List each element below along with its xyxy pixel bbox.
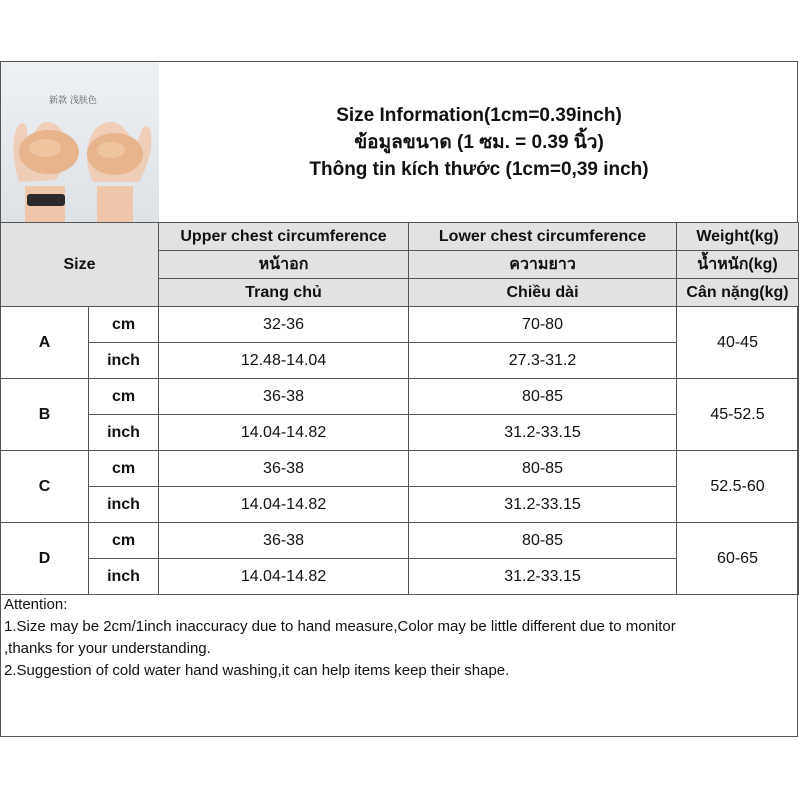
notes-line-2: ,thanks for your understanding.	[4, 640, 211, 657]
lower-chest-inch: 31.2-33.15	[409, 487, 677, 523]
size-table	[0, 222, 799, 595]
upper-chest-cm: 36-38	[159, 451, 409, 487]
size-label: B	[1, 379, 89, 451]
header-line-thai: ข้อมูลขนาด (1 ซม. = 0.39 นิ้ว)	[354, 131, 604, 153]
upper-chest-header-thai: หน้าอก	[159, 251, 409, 279]
product-photo-icon	[1, 62, 159, 222]
lower-chest-inch: 31.2-33.15	[409, 415, 677, 451]
table-row	[1, 451, 799, 487]
unit-cm-label: cm	[89, 307, 159, 343]
upper-chest-header-vietnamese: Trang chủ	[159, 279, 409, 307]
unit-cm-label: cm	[89, 451, 159, 487]
lower-chest-cm: 80-85	[409, 451, 677, 487]
weight-header-thai: น้ำหนัก(kg)	[677, 251, 799, 279]
unit-cm-label: cm	[89, 523, 159, 559]
size-label: D	[1, 523, 89, 595]
weight-value: 40-45	[677, 307, 799, 379]
lower-chest-cm: 80-85	[409, 523, 677, 559]
notes-title: Attention:	[4, 596, 68, 613]
table-row	[1, 379, 799, 415]
upper-chest-cm: 36-38	[159, 379, 409, 415]
upper-chest-inch: 14.04-14.82	[159, 415, 409, 451]
weight-value: 60-65	[677, 523, 799, 595]
lower-chest-header: Lower chest circumference	[409, 223, 677, 251]
header-line-vietnamese: Thông tin kích thước (1cm=0,39 inch)	[309, 158, 649, 180]
photo-caption: 新款 浅肤色	[49, 96, 97, 106]
unit-inch-label: inch	[89, 415, 159, 451]
upper-chest-inch: 14.04-14.82	[159, 559, 409, 595]
lower-chest-inch: 27.3-31.2	[409, 343, 677, 379]
lower-chest-inch: 31.2-33.15	[409, 559, 677, 595]
size-information-header	[160, 62, 798, 222]
weight-value: 52.5-60	[677, 451, 799, 523]
upper-chest-cm: 32-36	[159, 307, 409, 343]
unit-inch-label: inch	[89, 343, 159, 379]
size-label: A	[1, 307, 89, 379]
upper-chest-header: Upper chest circumference	[159, 223, 409, 251]
weight-value: 45-52.5	[677, 379, 799, 451]
unit-cm-label: cm	[89, 379, 159, 415]
unit-inch-label: inch	[89, 559, 159, 595]
notes-line-3: 2.Suggestion of cold water hand washing,it can help items keep their shape.	[4, 662, 510, 679]
lower-chest-header-vietnamese: Chiều dài	[409, 279, 677, 307]
weight-header-vietnamese: Cân nặng(kg)	[677, 279, 799, 307]
unit-inch-label: inch	[89, 487, 159, 523]
upper-chest-cm: 36-38	[159, 523, 409, 559]
size-column-title: Size	[1, 223, 159, 307]
size-label: C	[1, 451, 89, 523]
lower-chest-cm: 70-80	[409, 307, 677, 343]
upper-chest-inch: 12.48-14.04	[159, 343, 409, 379]
lower-chest-header-thai: ความยาว	[409, 251, 677, 279]
weight-header: Weight(kg)	[677, 223, 799, 251]
table-row	[1, 307, 799, 343]
lower-chest-cm: 80-85	[409, 379, 677, 415]
upper-chest-inch: 14.04-14.82	[159, 487, 409, 523]
header-line-english: Size Information(1cm=0.39inch)	[336, 104, 622, 126]
attention-notes	[4, 594, 794, 682]
table-row	[1, 523, 799, 559]
notes-line-1: 1.Size may be 2cm/1inch inaccuracy due to hand measure,Color may be little different due to monitor	[4, 618, 676, 635]
product-photo	[1, 62, 159, 222]
